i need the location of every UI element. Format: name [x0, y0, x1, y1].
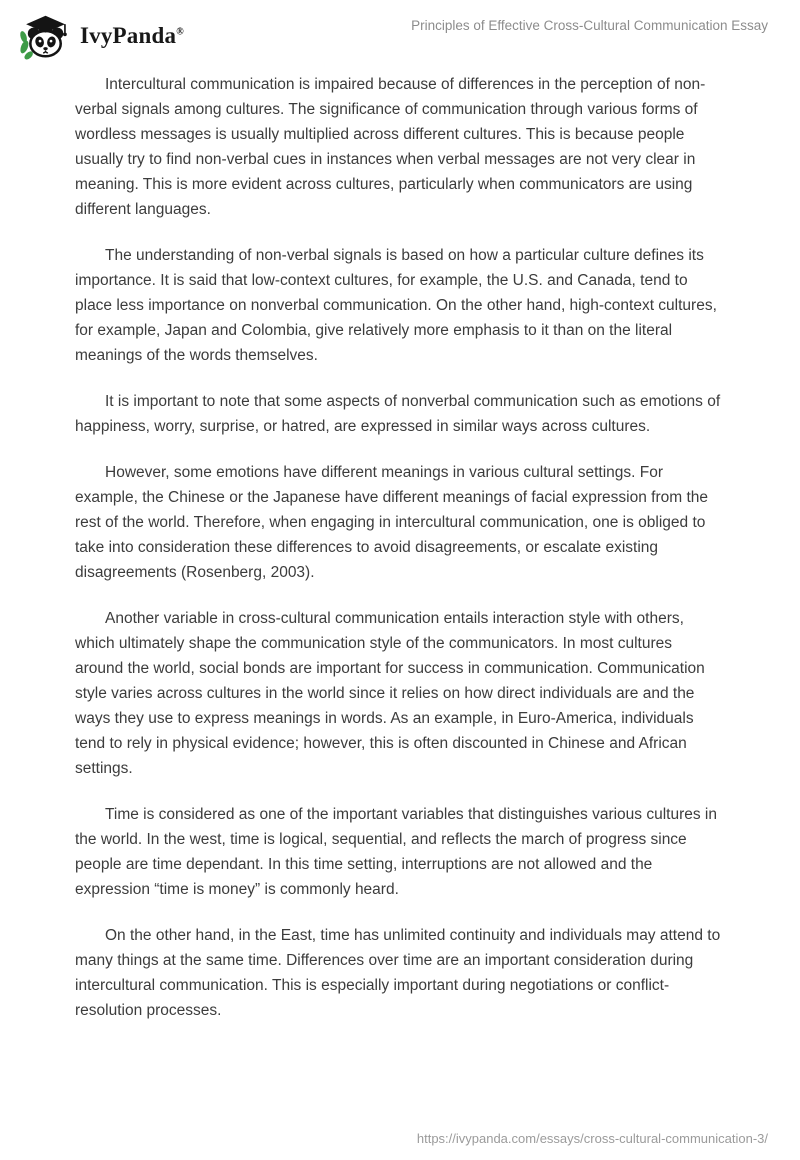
- registered-mark: ®: [176, 26, 184, 38]
- brand-text: IvyPanda: [80, 23, 177, 48]
- essay-paragraph: Intercultural communication is impaired because of differences in the perception of non-verbal signals among cultures. The significance of communication through various forms of wordless messages is usually multiplied across different cultures. This is because people usually try to find non-verbal cues in instances when verbal messages are not very clear in meaning. This is more evident across cultures, particularly when communicators are using different languages.: [75, 76, 706, 218]
- essay-paragraph: The understanding of non-verbal signals is based on how a particular culture defines its importance. It is said that low-context cultures, for example, the U.S. and Canada, tend to place less importance on nonverbal communication. On the other hand, high-context cultures, for example, Japan and Colombia, give relatively more emphasis to it than on the literal meanings of the words themselves.: [75, 247, 717, 364]
- ivypanda-panda-logo-icon: [16, 8, 70, 64]
- footer-url: https://ivypanda.com/essays/cross-cultural-communication-3/: [416, 1131, 768, 1146]
- brand-name: [80, 23, 184, 49]
- essay-paragraph: On the other hand, in the East, time has unlimited continuity and individuals may attend to many things at the same time. Differences over time are an important consideration during intercultural communication. This is especially important during negotiations or conflict-resolution processes.: [75, 927, 721, 1019]
- essay-paragraph: Another variable in cross-cultural communication entails interaction style with others, which ultimately shape the communication style of the communicators. In most cultures around the world, social bonds are important for success in communication. Communication style varies across cultures in the world since it relies on how direct individuals are and the ways they use to express meanings in words. As an example, in Euro-America, individuals tend to rely in physical evidence; however, this is often discounted in Chinese and African settings.: [75, 610, 705, 777]
- brand[interactable]: [16, 8, 184, 64]
- essay-paragraph: However, some emotions have different meanings in various cultural settings. For example, the Chinese or the Japanese have different meanings of facial expression from the rest of the world. Therefore, when engaging in intercultural communication, one is obliged to take into consideration these differences to avoid disagreements, or escalate existing disagreements (Rosenberg, 2003).: [75, 464, 709, 581]
- page-title: Principles of Effective Cross-Cultural Communication Essay: [411, 18, 768, 33]
- essay-paragraph: It is important to note that some aspects of nonverbal communication such as emotions of happiness, worry, surprise, or hatred, are expressed in similar ways across cultures.: [75, 393, 721, 435]
- essay-content: [0, 72, 800, 1023]
- page-header: [0, 0, 800, 64]
- essay-paragraph: Time is considered as one of the important variables that distinguishes various cultures in the world. In the west, time is logical, sequential, and reflects the march of progress since people are time dependant. In this time setting, interruptions are not allowed and the expression “time is money” is commonly heard.: [75, 806, 717, 898]
